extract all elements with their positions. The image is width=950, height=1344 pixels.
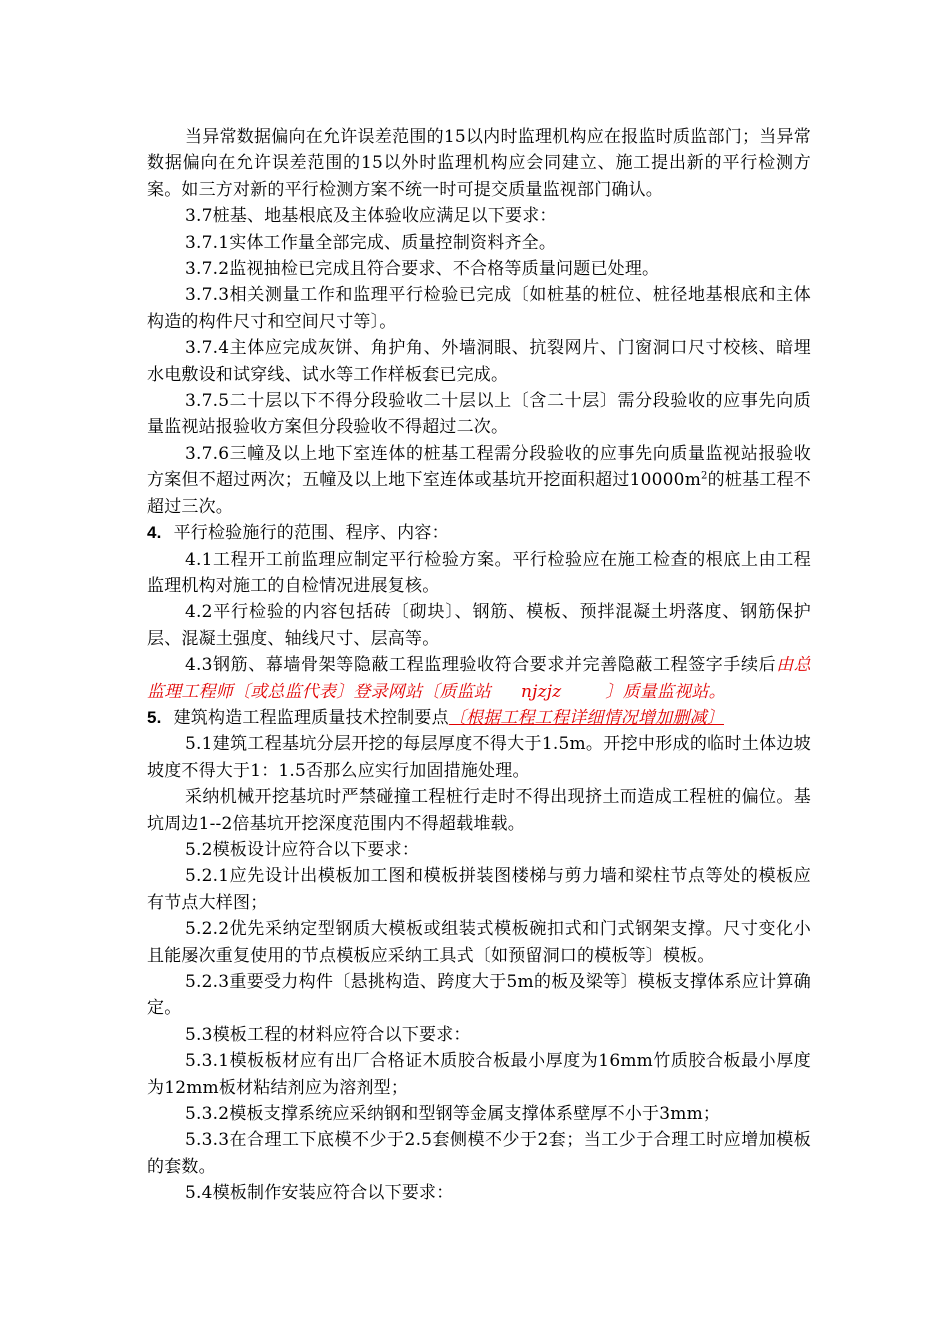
section-title-5: 建筑构造工程监理质量技术控制要点 bbox=[173, 707, 449, 728]
section-heading-4 bbox=[147, 520, 811, 546]
paragraph-4-3-red-text-a: 由总监理工程师〔或总监代表〕登录网站〔质监站 bbox=[147, 655, 811, 702]
paragraph-3-7: 3.7桩基、地基根底及主体验收应满足以下要求： bbox=[185, 206, 557, 227]
superscript-2: 2 bbox=[701, 470, 708, 482]
paragraph-5-2-2: 5.2.2优先采纳定型钢质大模板或组装式模板碗扣式和门式钢架支撑。尺寸变化小且能屡次重复使用的节点模板应采纳工具式〔如预留洞口的模板等〕模板。 bbox=[147, 919, 811, 966]
paragraph-4-3-red-text-b: njzjz bbox=[521, 681, 562, 702]
paragraph-5-3: 5.3模板工程的材料应符合以下要求： bbox=[185, 1024, 471, 1045]
paragraph-4-3 bbox=[147, 652, 811, 705]
paragraph-3-7-4: 3.7.4主体应完成灰饼、角护角、外墙洞眼、抗裂网片、门窗洞口尺寸校核、暗埋水电敷设和试穿线、试水等工作样板套已完成。 bbox=[147, 338, 811, 385]
paragraph-5-4: 5.4模板制作安装应符合以下要求： bbox=[185, 1183, 454, 1204]
paragraph-5-1: 5.1建筑工程基坑分层开挖的每层厚度不得大于1.5m。开挖中形成的临时土体边坡坡度不得大于1：1.5否那么应实行加固措施处理。 bbox=[147, 734, 811, 781]
paragraph-4-3-text: 4.3钢筋、幕墙骨架等隐蔽工程监理验收符合要求并完善隐蔽工程签字手续后 bbox=[185, 655, 777, 676]
section-heading-5 bbox=[147, 705, 811, 731]
section-number-4: 4. bbox=[147, 523, 162, 543]
section-note-5: 〔根据工程工程详细情况增加删减〕 bbox=[448, 707, 724, 728]
paragraph-5-3-2: 5.3.2模板支撑系统应采纳钢和型钢等金属支撑体系壁厚不小于3mm； bbox=[185, 1104, 721, 1125]
paragraph-3-7-6-text-a: 3.7.6三幢及以上地下室连体的桩基工程需分段验收的应事先向质量监视站报验收方案但不超过两次；五幢及以上地下室连体或基坑开挖面积超过10000m bbox=[147, 443, 811, 491]
paragraph-3-7-3: 3.7.3相关测量工作和监理平行检验已完成〔如桩基的桩位、桩径地基根底和主体构造的构件尺寸和空间尺寸等〕。 bbox=[147, 285, 811, 332]
paragraph-5-3-3: 5.3.3在合理工下底模不少于2.5套侧模不少于2套；当工少于合理工时应增加模板的套数。 bbox=[147, 1130, 811, 1177]
paragraph-4-3-red-text-c: 〕质量监视站。 bbox=[605, 681, 726, 702]
paragraph-3-7-6-text-b: 的桩基工程不超过三次。 bbox=[147, 470, 811, 517]
paragraph-3-7-5: 3.7.5二十层以下不得分段验收二十层以上〔含二十层〕需分段验收的应事先向质量监视站报验收方案但分段验收不得超过二次。 bbox=[147, 391, 811, 438]
paragraph-5-2-1: 5.2.1应先设计出模板加工图和模板拼装图楼梯与剪力墙和梁柱节点等处的模板应有节点大样图； bbox=[147, 866, 811, 913]
section-title-4: 平行检验施行的范围、程序、内容： bbox=[173, 523, 449, 544]
paragraph-abnormal-data: 当异常数据偏向在允许误差范围的15以内时监理机构应在报监时质监部门；当异常数据偏向在允许误差范围的15以外时监理机构应会同建立、施工提出新的平行检测方案。如三方对新的平行检测方案不统一时可提交质量监视部门确认。 bbox=[147, 127, 811, 200]
paragraph-3-7-2: 3.7.2监视抽检已完成且符合要求、不合格等质量问题已处理。 bbox=[185, 259, 660, 280]
paragraph-3-7-6 bbox=[147, 441, 811, 520]
paragraph-4-2: 4.2平行检验的内容包括砖〔砌块〕、钢筋、模板、预拌混凝土坍落度、钢筋保护层、混凝土强度、轴线尺寸、层高等。 bbox=[147, 602, 811, 649]
document-page bbox=[147, 124, 811, 1207]
paragraph-5-2: 5.2模板设计应符合以下要求： bbox=[185, 839, 420, 860]
section-number-5: 5. bbox=[147, 707, 162, 727]
paragraph-machine-excavation: 采纳机械开挖基坑时严禁碰撞工程桩行走时不得出现挤土而造成工程桩的偏位。基坑周边1--2倍基坑开挖深度范围内不得超载堆载。 bbox=[147, 787, 811, 834]
paragraph-5-3-1: 5.3.1模板板材应有出厂合格证木质胶合板最小厚度为16mm竹质胶合板最小厚度为12mm板材粘结剂应为溶剂型； bbox=[147, 1051, 811, 1098]
paragraph-5-2-3: 5.2.3重要受力构件〔悬挑构造、跨度大于5m的板及梁等〕模板支撑体系应计算确定。 bbox=[147, 972, 811, 1019]
paragraph-3-7-1: 3.7.1实体工作量全部完成、质量控制资料齐全。 bbox=[185, 232, 557, 253]
paragraph-4-1: 4.1工程开工前监理应制定平行检验方案。平行检验应在施工检查的根底上由工程监理机构对施工的自检情况进展复核。 bbox=[147, 549, 811, 596]
